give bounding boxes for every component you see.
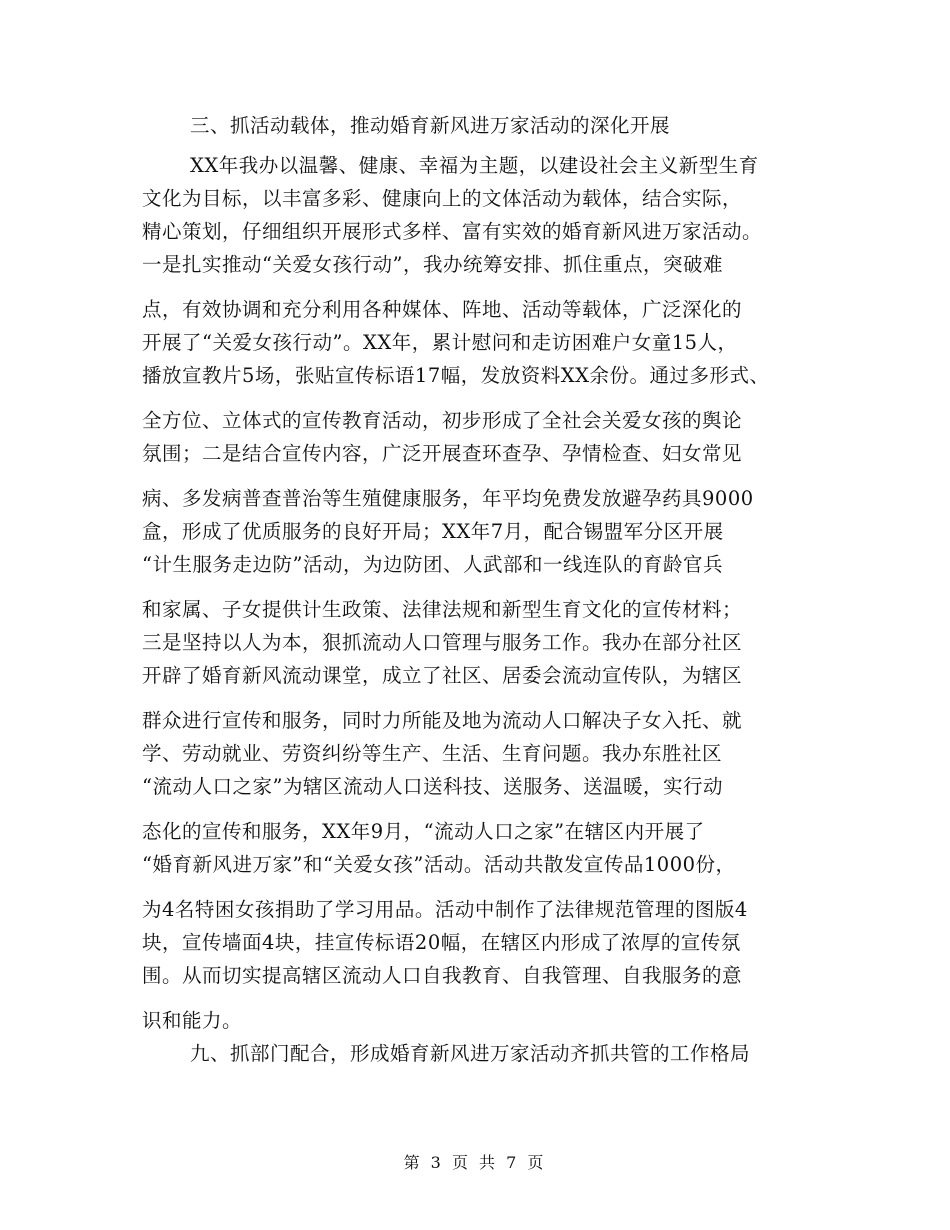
paragraph-line: “婚育新风进万家”和“关爱女孩”活动。活动共散发宣传品1000份， xyxy=(142,853,736,876)
section-heading-3: 三、抓活动载体，推动婚育新风进万家活动的深化开展 xyxy=(190,114,671,137)
paragraph-line: 围。从而切实提高辖区流动人口自我教育、自我管理、自我服务的意 xyxy=(142,964,743,987)
paragraph-line: “计生服务走边防”活动，为边防团、人武部和一线连队的育龄官兵 xyxy=(142,553,723,576)
paragraph-line: 播放宣教片5场，张贴宣传标语17幅，发放资料XX余份。通过多形式、 xyxy=(142,364,770,387)
paragraph-line: 为4名特困女孩捐助了学习用品。活动中制作了法律规范管理的图版4 xyxy=(142,898,748,921)
paragraph-line: 全方位、立体式的宣传教育活动，初步形成了全社会关爱女孩的舆论 xyxy=(142,409,743,432)
paragraph-line: 一是扎实推动“关爱女孩行动”，我办统筹安排、抓住重点，突破难 xyxy=(142,253,723,276)
page-indicator: 第 3 页 共 7 页 xyxy=(403,1153,547,1172)
paragraph-line: 三是坚持以人为本，狠抓流动人口管理与服务工作。我办在部分社区 xyxy=(142,631,743,654)
paragraph-line: 态化的宣传和服务，XX年9月，“流动人口之家”在辖区内开展了 xyxy=(142,820,705,843)
paragraph-line: 点，有效协调和充分利用各种媒体、阵地、活动等载体，广泛深化的 xyxy=(142,298,743,321)
paragraph-line: 和家属、子女提供计生政策、法律法规和新型生育文化的宣传材料； xyxy=(142,598,743,621)
section-heading-9: 九、抓部门配合，形成婚育新风进万家活动齐抓共管的工作格局 xyxy=(190,1042,751,1065)
paragraph-line: 盒，形成了优质服务的良好开局；XX年7月，配合锡盟军分区开展 xyxy=(142,520,724,543)
paragraph-line: 识和能力。 xyxy=(142,1009,243,1032)
paragraph-line: 块，宣传墙面4块，挂宣传标语20幅，在辖区内形成了浓厚的宣传氛 xyxy=(142,931,741,954)
paragraph-line: XX年我办以温馨、健康、幸福为主题，以建设社会主义新型生育 xyxy=(190,154,759,177)
paragraph-line: 精心策划，仔细组织开展形式多样、富有实效的婚育新风进万家活动。 xyxy=(142,220,763,243)
paragraph-line: 病、多发病普查普治等生殖健康服务，年平均免费发放避孕药具9000 xyxy=(142,487,754,510)
paragraph-line: 群众进行宣传和服务，同时力所能及地为流动人口解决子女入托、就 xyxy=(142,709,743,732)
paragraph-line: 文化为目标，以丰富多彩、健康向上的文体活动为载体，结合实际， xyxy=(142,187,743,210)
paragraph-line: 氛围；二是结合宣传内容，广泛开展查环查孕、孕情检查、妇女常见 xyxy=(142,442,743,465)
paragraph-line: 开辟了婚育新风流动课堂，成立了社区、居委会流动宣传队，为辖区 xyxy=(142,664,743,687)
paragraph-line: “流动人口之家”为辖区流动人口送科技、送服务、送温暖，实行动 xyxy=(142,775,723,798)
paragraph-line: 开展了“关爱女孩行动”。XX年，累计慰问和走访困难户女童15人， xyxy=(142,331,738,354)
paragraph-line: 学、劳动就业、劳资纠纷等生产、生活、生育问题。我办东胜社区 xyxy=(142,742,723,765)
